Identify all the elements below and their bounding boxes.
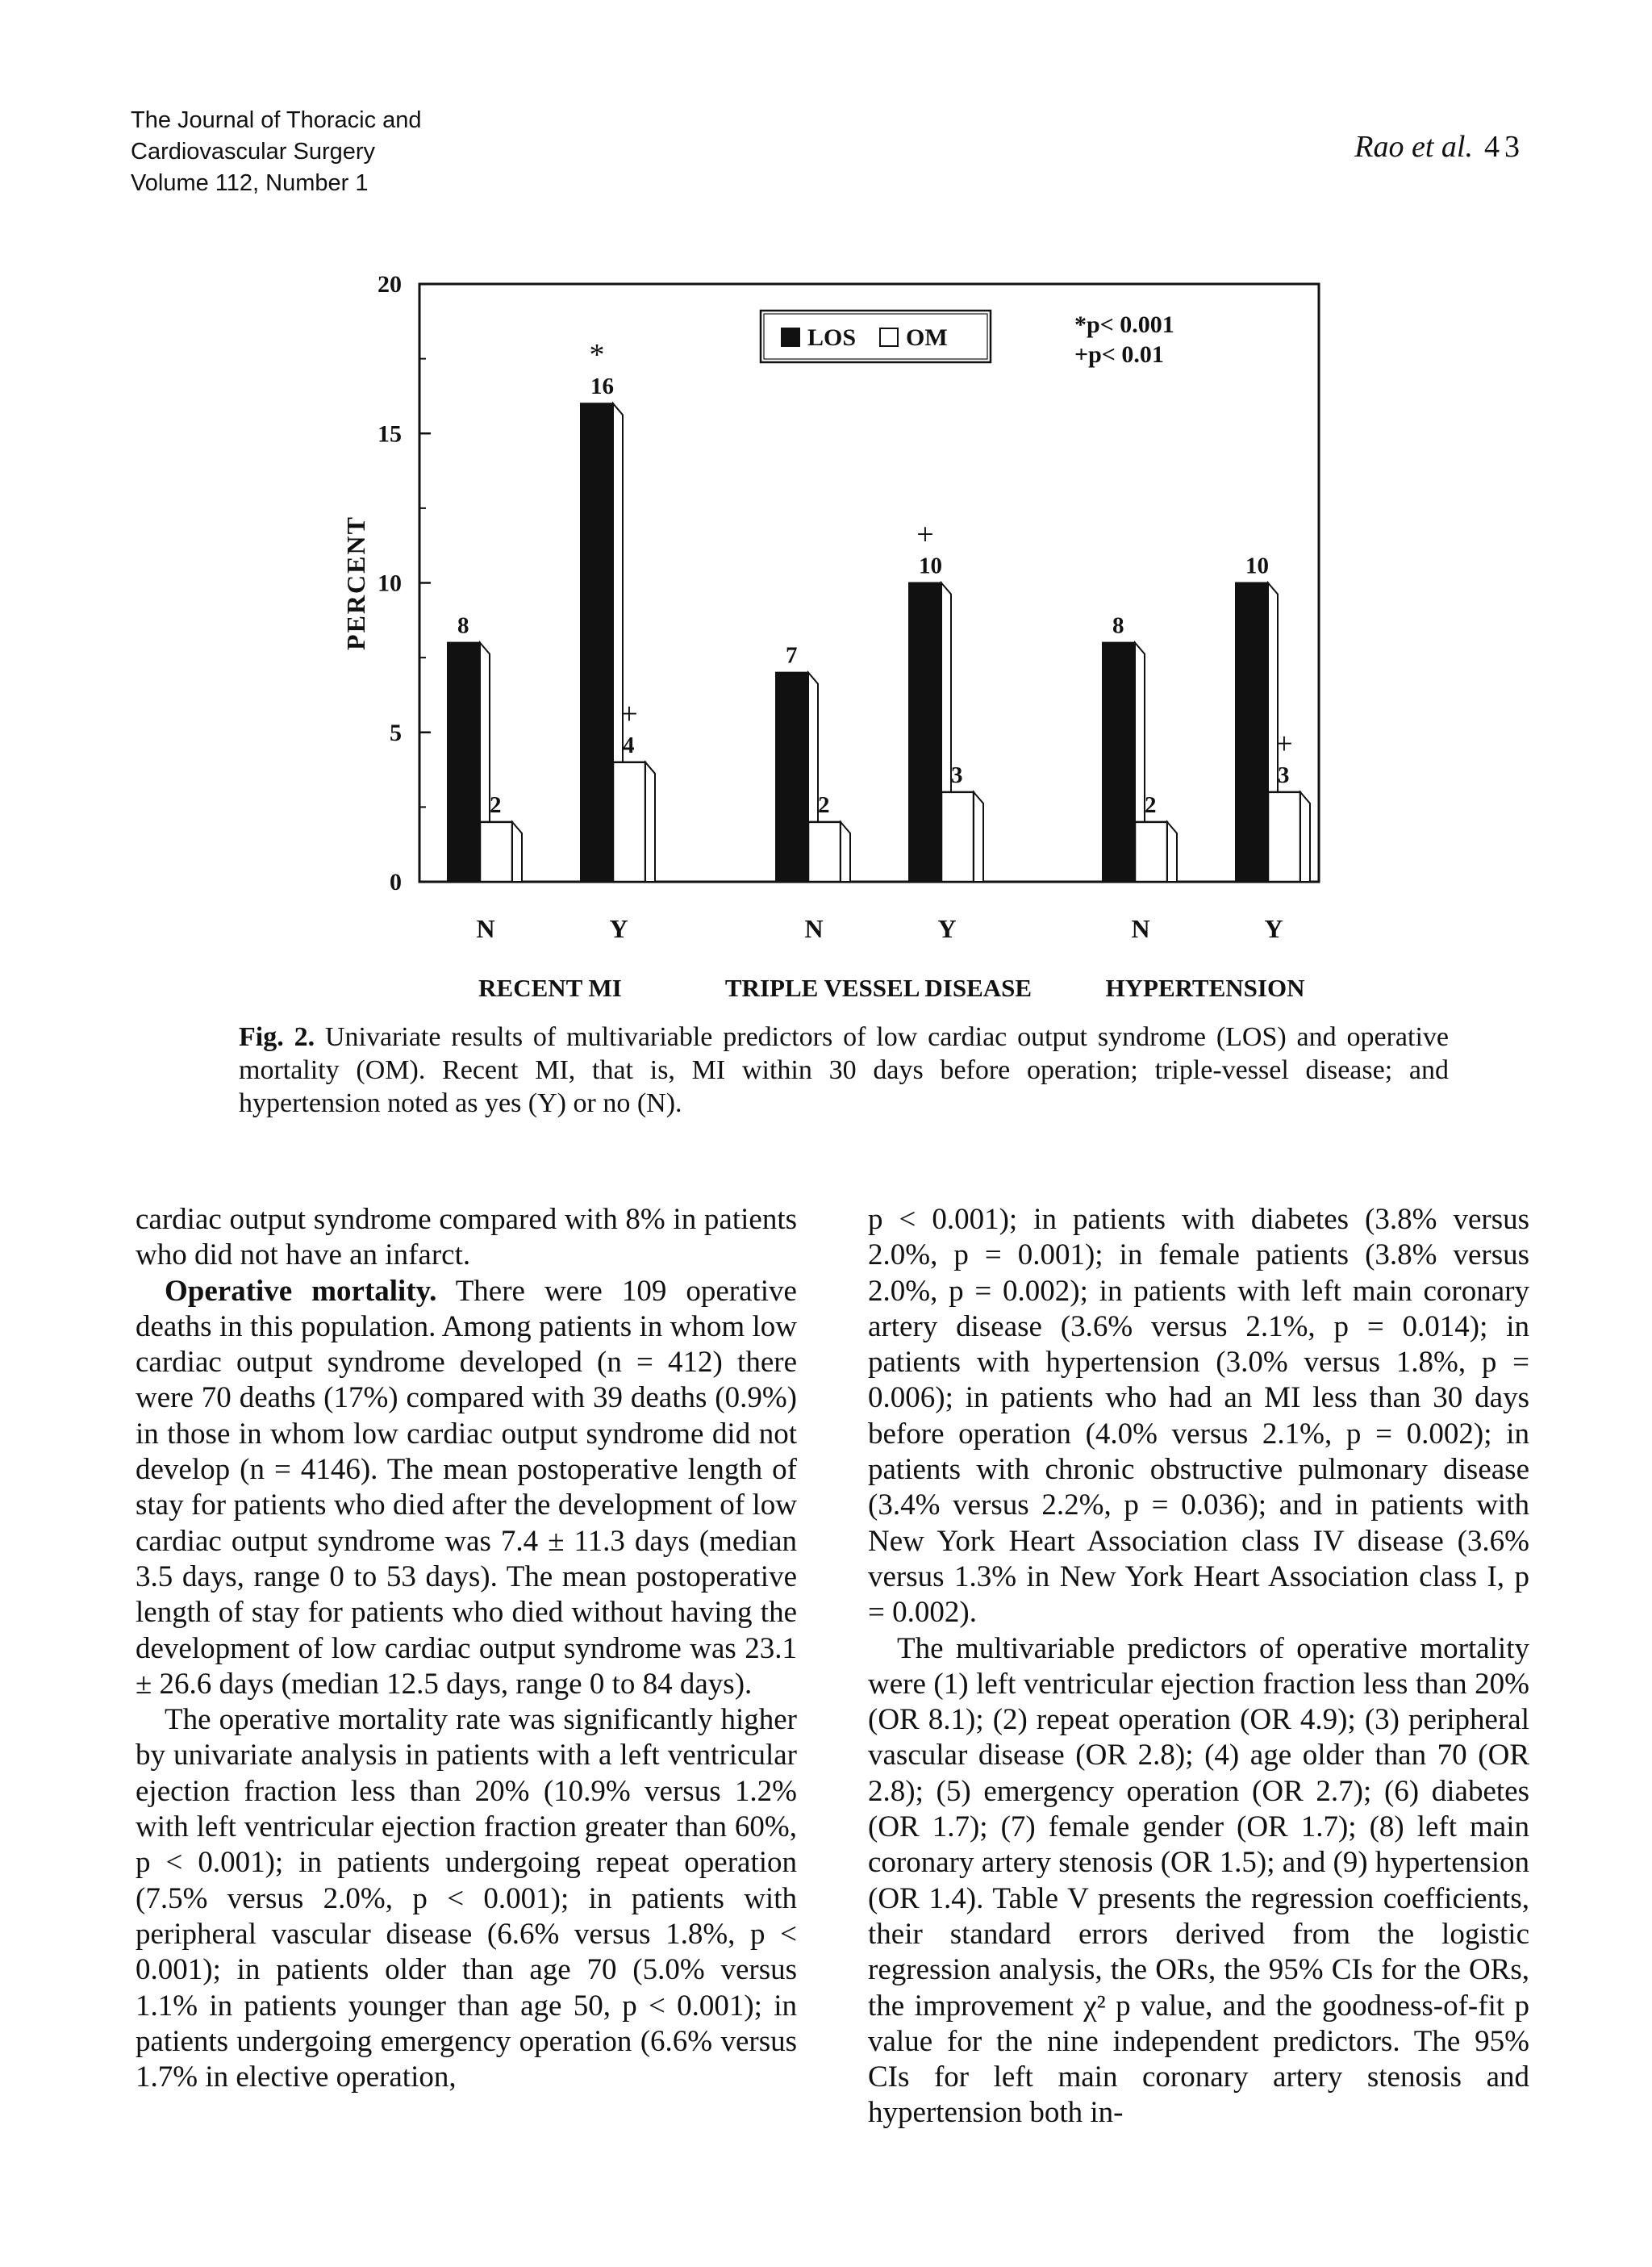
legend-label-los: LOS	[807, 324, 857, 351]
bar-los	[1236, 583, 1268, 883]
paragraph-text: cardiac output syndrome compared with 8% in patients who did not have an infarct.	[136, 1203, 797, 1272]
data-label-los: 10	[1245, 553, 1269, 579]
bar-om	[941, 792, 974, 882]
paragraph-right-1	[868, 1202, 1529, 1631]
bar-side-om	[645, 762, 655, 882]
legend-swatch-los	[782, 328, 799, 346]
bar-om	[1268, 792, 1300, 882]
bar-los	[581, 403, 613, 882]
journal-line-3: Volume 112, Number 1	[131, 170, 369, 196]
x-group-label: TRIPLE VESSEL DISEASE	[724, 974, 1032, 1002]
body-right-column	[868, 1202, 1529, 2131]
x-category-label: N	[476, 914, 495, 943]
data-label-om: 3	[1278, 762, 1290, 788]
y-tick-label: 10	[378, 570, 402, 597]
x-category-label: N	[804, 914, 824, 943]
bar-om	[1135, 822, 1167, 882]
significance-mark: +	[1275, 726, 1293, 761]
x-category-label: Y	[609, 914, 628, 943]
x-category-label: N	[1131, 914, 1150, 943]
paragraph-left-2	[136, 1274, 797, 1703]
data-label-los: 8	[1112, 612, 1124, 639]
data-label-los: 10	[919, 553, 942, 579]
running-head-authors: Rao et al.	[1354, 130, 1473, 164]
x-group-label: HYPERTENSION	[1105, 974, 1305, 1002]
data-label-om: 2	[1145, 791, 1157, 818]
bar-los	[909, 583, 941, 883]
bar-los	[1103, 643, 1135, 882]
paragraph-left-1	[136, 1202, 797, 1274]
data-label-om: 3	[951, 762, 963, 788]
y-tick-label: 20	[378, 271, 402, 298]
x-group-label: RECENT MI	[478, 974, 622, 1002]
bar-om	[613, 762, 645, 882]
figure-caption	[239, 1021, 1449, 1120]
paragraph-left-3	[136, 1702, 797, 2095]
bar-side-om	[1167, 822, 1177, 882]
legend-label-om: OM	[906, 324, 948, 351]
significance-mark: +	[620, 696, 638, 731]
data-label-om: 4	[623, 732, 635, 758]
bar-side-om	[974, 792, 983, 882]
y-axis-title: PERCENT	[341, 516, 370, 650]
significance-mark: +	[916, 517, 934, 552]
data-label-los: 16	[590, 374, 614, 400]
paragraph-text: The operative mortality rate was significantly higher by univariate analysis in patients with a left ventricular ejection fraction less than 20% (10.9% versus 1.2% with left ventricular ejection fraction greater than 60%, p < 0.001); in patients undergoing repeat operation (7.5% versus 2.0%, p < 0.001); in patients with peripheral vascular disease (6.6% versus 1.8%, p < 0.001); in patients older than age 70 (5.0% versus 1.1% in patients younger than age 50, p < 0.001); in patients undergoing emergency operation (6.6% versus 1.7% in elective operation,	[136, 1703, 797, 2094]
caption-text: Univariate results of multivariable predictors of low cardiac output syndrome (LOS) and operative mortality (OM). Recent MI, that is, MI within 30 days before operation; triple-vessel disease; and hypertension noted as yes (Y) or no (N).	[239, 1022, 1449, 1118]
data-label-los: 8	[457, 612, 469, 639]
significance-note-2: +p< 0.01	[1074, 341, 1164, 368]
paragraph-text: There were 109 operative deaths in this population. Among patients in whom low cardiac output syndrome developed (n = 412) there were 70 deaths (17%) compared with 39 deaths (0.9%) in those in whom low cardiac output syndrome did not develop (n = 4146). The mean postoperative length of stay for patients who died after the development of low cardiac output syndrome was 7.4 ± 11.3 days (median 3.5 days, range 0 to 53 days). The mean postoperative length of stay for patients who died without having the development of low cardiac output syndrome was 23.1 ± 26.6 days (median 12.5 days, range 0 to 84 days).	[136, 1274, 797, 1701]
bar-side-om	[512, 822, 522, 882]
y-tick-label: 0	[390, 869, 402, 896]
x-category-label: Y	[1264, 914, 1283, 943]
y-tick-label: 15	[378, 420, 402, 448]
body-left-column	[136, 1202, 797, 2095]
significance-mark: *	[589, 338, 605, 373]
figure-2-bar-chart	[0, 0, 1652, 1017]
legend-swatch-om	[880, 328, 898, 346]
journal-line-1: The Journal of Thoracic and	[131, 107, 422, 133]
y-tick-label: 5	[390, 719, 402, 746]
bar-los	[776, 673, 808, 882]
paragraph-text: p < 0.001); in patients with diabetes (3.8% versus 2.0%, p = 0.001); in female patients (3.8% versus 2.0%, p = 0.002); in patients with left main coronary artery disease (3.6% versus 2.1%, p = 0.014); in patients with hypertension (3.0% versus 1.8%, p = 0.006); in patients who had an MI less than 30 days before operation (4.0% versus 2.1%, p = 0.002); in patients with chronic obstructive pulmonary disease (3.4% versus 2.2%, p = 0.036); and in patients with New York Heart Association class IV disease (3.6% versus 1.3% in New York Heart Association class I, p = 0.002).	[868, 1203, 1529, 1630]
page-number: 43	[1484, 130, 1525, 164]
journal-line-2: Cardiovascular Surgery	[131, 139, 376, 165]
section-heading-operative-mortality: Operative mortality.	[165, 1274, 437, 1308]
data-label-los: 7	[786, 642, 798, 669]
significance-note-1: *p< 0.001	[1074, 311, 1174, 338]
data-label-om: 2	[818, 791, 830, 818]
bar-side-om	[841, 822, 850, 882]
plot-frame	[419, 284, 1319, 882]
bar-side-om	[1300, 792, 1310, 882]
x-category-label: Y	[937, 914, 957, 943]
paragraph-right-2	[868, 1631, 1529, 2131]
paragraph-text: The multivariable predictors of operative mortality were (1) left ventricular ejection fraction less than 20% (OR 8.1); (2) repeat operation (OR 4.9); (3) peripheral vascular disease (OR 2.8); (4) age older than 70 (OR 2.8); (5) emergency operation (OR 2.7); (6) diabetes (OR 1.7); (7) female gender (OR 1.7); (8) left main coronary artery stenosis (OR 1.5); and (9) hypertension (OR 1.4). Table V presents the regression coefficients, their standard errors derived from the logistic regression analysis, the ORs, the 95% CIs for the ORs, the improvement χ² p value, and the goodness-of-fit p value for the nine independent predictors. The 95% CIs for left main coronary artery stenosis and hypertension both in-	[868, 1631, 1529, 2130]
bar-om	[480, 822, 512, 882]
bar-los	[448, 643, 480, 882]
data-label-om: 2	[490, 791, 502, 818]
caption-label: Fig. 2.	[239, 1022, 315, 1052]
bar-om	[808, 822, 841, 882]
